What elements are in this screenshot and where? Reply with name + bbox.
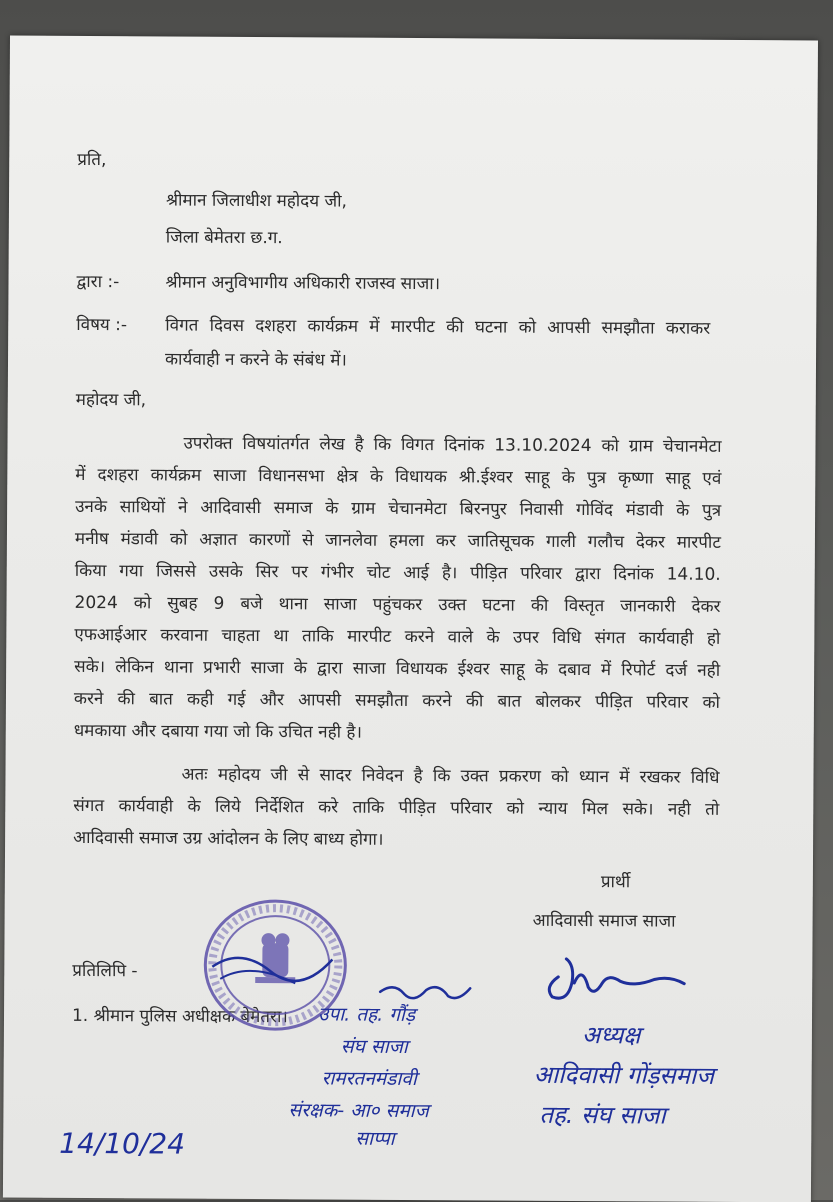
letter-page (3, 36, 818, 1202)
subject-label: विषय :- (76, 314, 128, 336)
left-sign-line-5: साप्पा (355, 1127, 395, 1150)
salutation: महोदय जी, (75, 389, 147, 411)
subject-line-1: विगत दिवस दशहरा कार्यक्रम में मारपीट की घटना को आपसी समझौता कराकर (165, 315, 711, 339)
para1-line: 2024 को सुबह 9 बजे थाना साजा पहुंचकर उक्त घटना की विस्तृत जानकारी देकर (74, 592, 721, 617)
to-label: प्रति, (77, 149, 107, 171)
para1-line: धमकाया और दबाया गया जो कि उचित नही है। (73, 720, 362, 743)
via-value: श्रीमान अनुविभागीय अधिकारी राजस्व साजा। (165, 272, 441, 295)
left-sign-line-4: संरक्षक- आ० समाज (288, 1099, 429, 1123)
left-sign-line-1: उपा. तह. गौंड़ (317, 1003, 416, 1027)
para1-line: सके। लेकिन थाना प्रभारी साजा के द्वारा साजा विधायक ईश्वर साहू के दबाव में रिपोर्ट दर्ज नही (74, 656, 721, 681)
right-sign-line-3: तह. संघ साजा (539, 1100, 666, 1130)
para1-line: करने की बात कही गई और आपसी समझौता करने की बात बोलकर पीड़ित परिवार को (73, 688, 721, 713)
subject-line-2: कार्यवाही न करने के संबंध में। (164, 349, 347, 371)
applicant-signature-scribble (538, 947, 688, 1006)
left-sign-line-2: संघ साजा (340, 1035, 408, 1058)
para1-line: एफआईआर करवाना चाहता था ताकि मारपीट करने वाले के उपर विधि संगत कार्यवाही हो (74, 624, 721, 649)
para2-line: अतः महोदय जी से सादर निवेदन है कि उक्त प्रकरण को ध्यान में रखकर विधि (181, 764, 720, 788)
applicant-label: प्रार्थी (600, 872, 631, 893)
handwritten-date: 14/10/24 (59, 1126, 186, 1161)
para1-line: मनीष मंडावी को अज्ञात कारणों से जानलेवा हमला कर जातिसूचक गाली गलौच देकर मारपीट (74, 528, 721, 553)
para1-line: किया गया जिससे उसके सिर पर गंभीर चोट आई है। पीड़ित परिवार द्वारा दिनांक 14.10. (74, 560, 721, 585)
para1-line: उनके साथियों ने आदिवासी समाज के ग्राम चेचानमेटा बिरनपुर निवासी गोविंद मंडावी के पुत्र (75, 496, 722, 521)
recipient-line-2: जिला बेमेतरा छ.ग. (165, 227, 283, 249)
via-label: द्वारा :- (76, 271, 120, 293)
left-sign-line-3: रामरतनमंडावी (321, 1067, 417, 1091)
copy-label: प्रतिलिपि - (72, 960, 138, 982)
right-sign-line-2: आदिवासी गोंड़समाज (533, 1060, 715, 1090)
recipient-line-1: श्रीमान जिलाधीश महोदय जी, (165, 190, 347, 212)
para1-line: उपरोक्त विषयांतर्गत लेख है कि विगत दिनांक 13.10.2024 को ग्राम चेचानमेटा (183, 433, 722, 457)
para2-line: आदिवासी समाज उग्र आंदोलन के लिए बाध्य होगा। (73, 827, 384, 850)
para2-line: संगत कार्यवाही के लिये निर्देशित करे ताकि पीड़ित परिवार को न्याय मिल सके। नही तो (73, 795, 720, 820)
para1-line: में दशहरा कार्यक्रम साजा विधानसभा क्षेत्र के विधायक श्री.ईश्वर साहू के पुत्र कृष्णा साहू एवं (75, 464, 722, 489)
right-sign-line-1: अध्यक्ष (581, 1021, 641, 1050)
left-signature-scribble (374, 980, 474, 1007)
copy-item-1: 1. श्रीमान पुलिस अधीक्षक बेमेतरा। (71, 1005, 288, 1028)
applicant-org: आदिवासी समाज साजा (532, 910, 676, 932)
